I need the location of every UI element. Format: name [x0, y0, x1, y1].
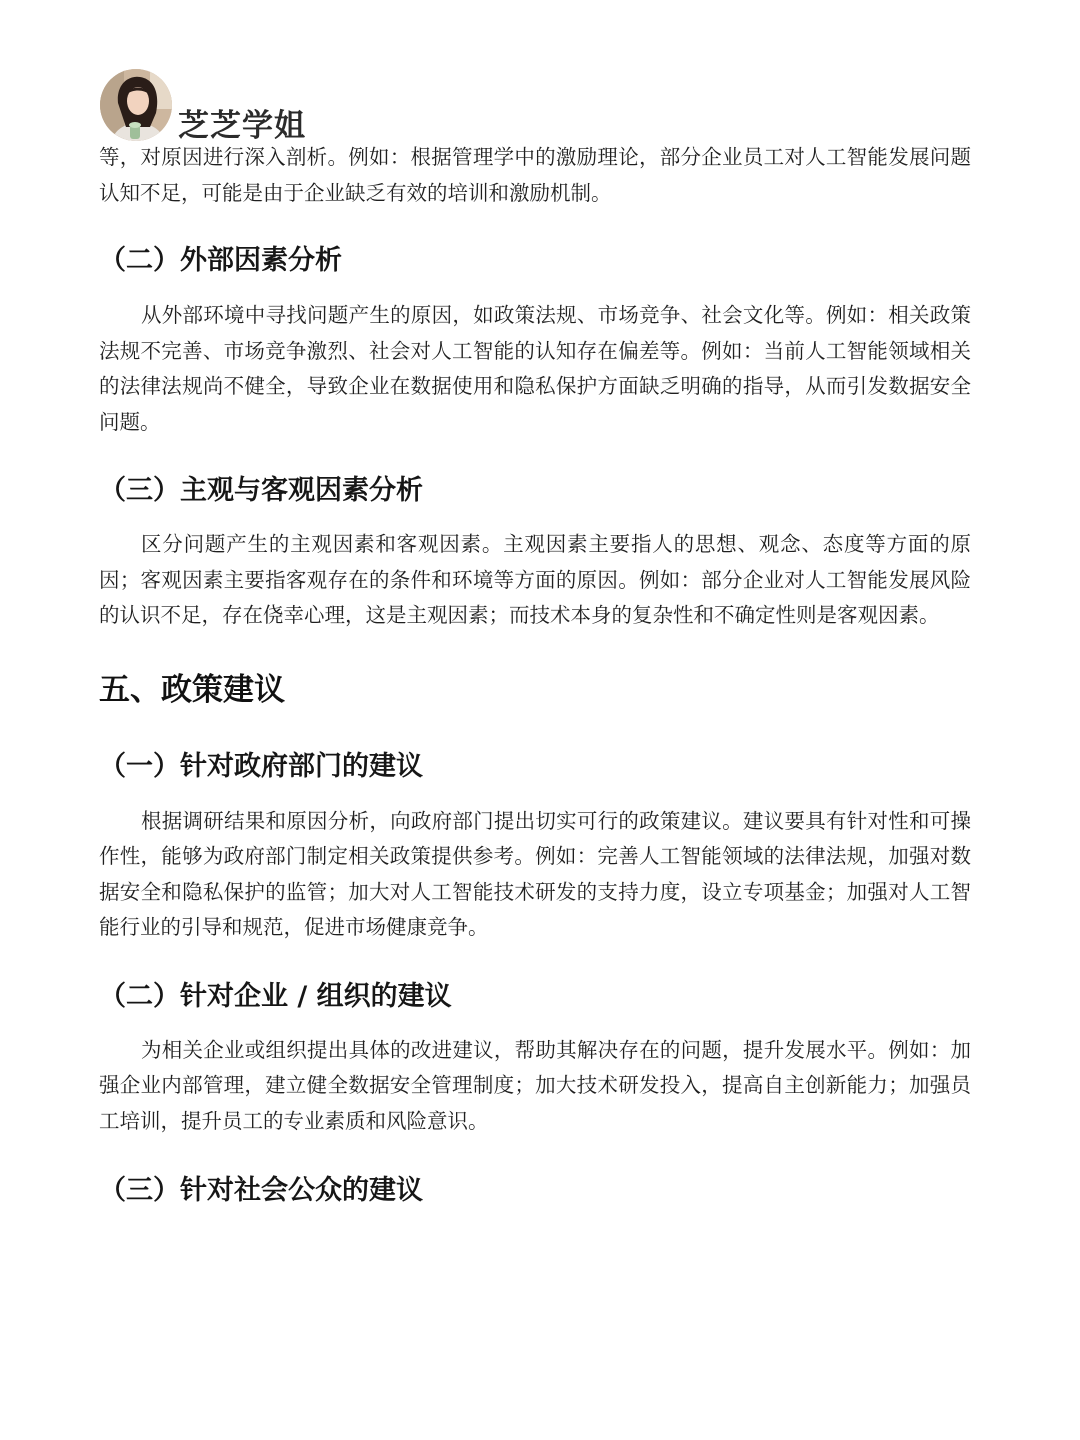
paragraph-enterprise: 为相关企业或组织提出具体的改进建议，帮助其解决存在的问题，提升发展水平。例如：加强企业内部管理，建立健全数据安全管理制度；加大技术研发投入，提高自主创新能力；加强员工培训，提升员工的专业素质和风险意识。 — [99, 1037, 971, 1133]
avatar-photo-icon — [100, 69, 172, 141]
document-body — [99, 140, 971, 1211]
avatar — [100, 69, 172, 141]
paragraph-cause-continued: 等，对原因进行深入剖析。例如：根据管理学中的激励理论，部分企业员工对人工智能发展问题认知不足，可能是由于企业缺乏有效的培训和激励机制。 — [99, 145, 971, 205]
paragraph-government: 根据调研结果和原因分析，向政府部门提出切实可行的政策建议。建议要具有针对性和可操作性，能够为政府部门制定相关政策提供参考。例如：完善人工智能领域的法律法规，加强对数据安全和隐私保护的监管；加大对人工智能技术研发的支持力度，设立专项基金；加强对人工智能行业的引导和规范，促进市场健康竞争。 — [99, 808, 971, 939]
heading-external-factors: （二）外部因素分析 — [99, 245, 342, 276]
section-heading-policy: 五、政策建议 — [99, 671, 285, 708]
author-name: 芝芝学姐 — [178, 107, 306, 144]
author-header — [100, 68, 306, 142]
paragraph-subjective-objective: 区分问题产生的主观因素和客观因素。主观因素主要指人的思想、观念、态度等方面的原因；客观因素主要指客观存在的条件和环境等方面的原因。例如：部分企业对人工智能发展风险的认识不足，存在侥幸心理，这是主观因素；而技术本身的复杂性和不确定性则是客观因素。 — [99, 532, 971, 627]
paragraph-external-factors: 从外部环境中寻找问题产生的原因，如政策法规、市场竞争、社会文化等。例如：相关政策法规不完善、市场竞争激烈、社会对人工智能的认知存在偏差等。例如：当前人工智能领域相关的法律法规尚不健全，导致企业在数据使用和隐私保护方面缺乏明确的指导，从而引发数据安全问题。 — [99, 303, 971, 434]
heading-public: （三）针对社会公众的建议 — [99, 1175, 423, 1206]
heading-subjective-objective: （三）主观与客观因素分析 — [99, 475, 423, 506]
heading-government: （一）针对政府部门的建议 — [99, 750, 423, 782]
heading-enterprise: （二）针对企业 / 组织的建议 — [99, 980, 452, 1012]
